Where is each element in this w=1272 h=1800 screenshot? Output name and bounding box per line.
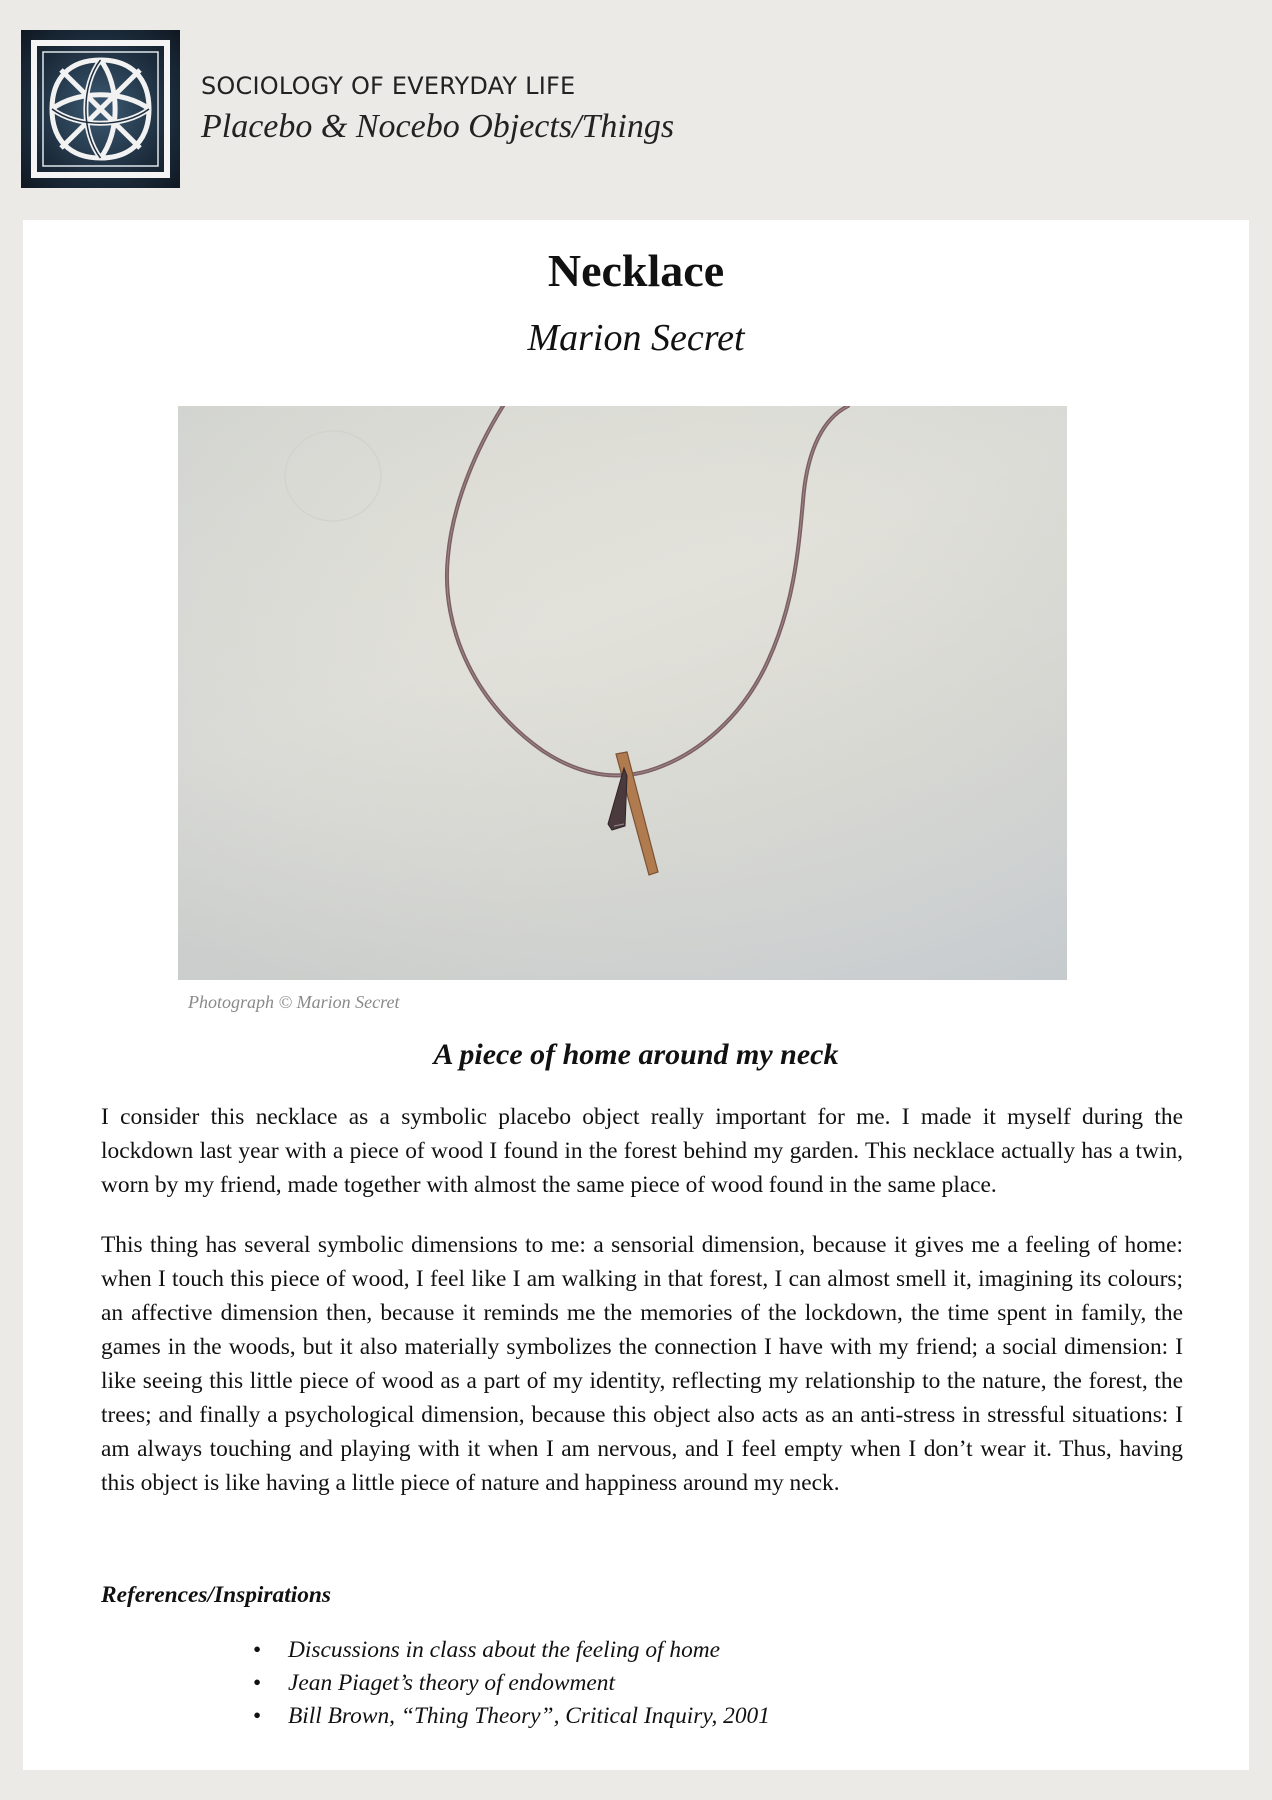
references-list — [253, 1634, 770, 1733]
reference-text: Discussions in class about the feeling of home — [288, 1637, 721, 1663]
body-paragraph: This thing has several symbolic dimensions to me: a sensorial dimension, because it gives me a feeling of home: when I touch this piece of wood, I feel like I am walking in that forest, I can almost smell it, imagining its colours; an affective dimension then, because it reminds me the memories of the lockdown, the time spent in family, the games in the woods, but it also materially symbolizes the connection I have with my friend; a social dimension: I like seeing this little piece of wood as a part of my identity, reflecting my relationship to the nature, the forest, the trees; and finally a psychological dimension, because this object also acts as an anti-stress in stressful situations: I am always touching and playing with it when I am nervous, and I feel empty when I don’t wear it. Thus, having this object is like having a little piece of nature and happiness around my neck. — [101, 1232, 1183, 1496]
references-heading: References/Inspirations — [101, 1582, 332, 1608]
body-paragraph: I consider this necklace as a symbolic placebo object really important for me. I made it myself during the lockdown last year with a piece of wood I found in the forest behind my garden. This necklace actually has a twin, worn by my friend, made together with almost the same piece of wood found in the same place. — [101, 1104, 1183, 1198]
series-title: Placebo & Nocebo Objects/Things — [201, 108, 675, 145]
necklace-photo — [178, 406, 1067, 980]
bullet-icon: • — [253, 1637, 262, 1663]
article-title: Necklace — [547, 245, 725, 296]
list-item — [253, 1634, 770, 1667]
celtic-knot-icon — [21, 30, 180, 188]
page-header — [0, 0, 1272, 220]
article-subtitle: A piece of home around my neck — [433, 1038, 839, 1071]
bullet-icon: • — [253, 1670, 262, 1696]
course-title: SOCIOLOGY OF EVERYDAY LIFE — [201, 72, 576, 100]
list-item — [253, 1700, 770, 1733]
bullet-icon: • — [253, 1703, 262, 1729]
reference-text: Bill Brown, “Thing Theory”, Critical Inquiry, 2001 — [288, 1703, 770, 1729]
list-item — [253, 1667, 770, 1700]
article-author: Marion Secret — [527, 317, 745, 359]
reference-text: Jean Piaget’s theory of endowment — [288, 1670, 615, 1696]
article-card — [23, 220, 1249, 1770]
photo-credit: Photograph © Marion Secret — [188, 992, 400, 1012]
